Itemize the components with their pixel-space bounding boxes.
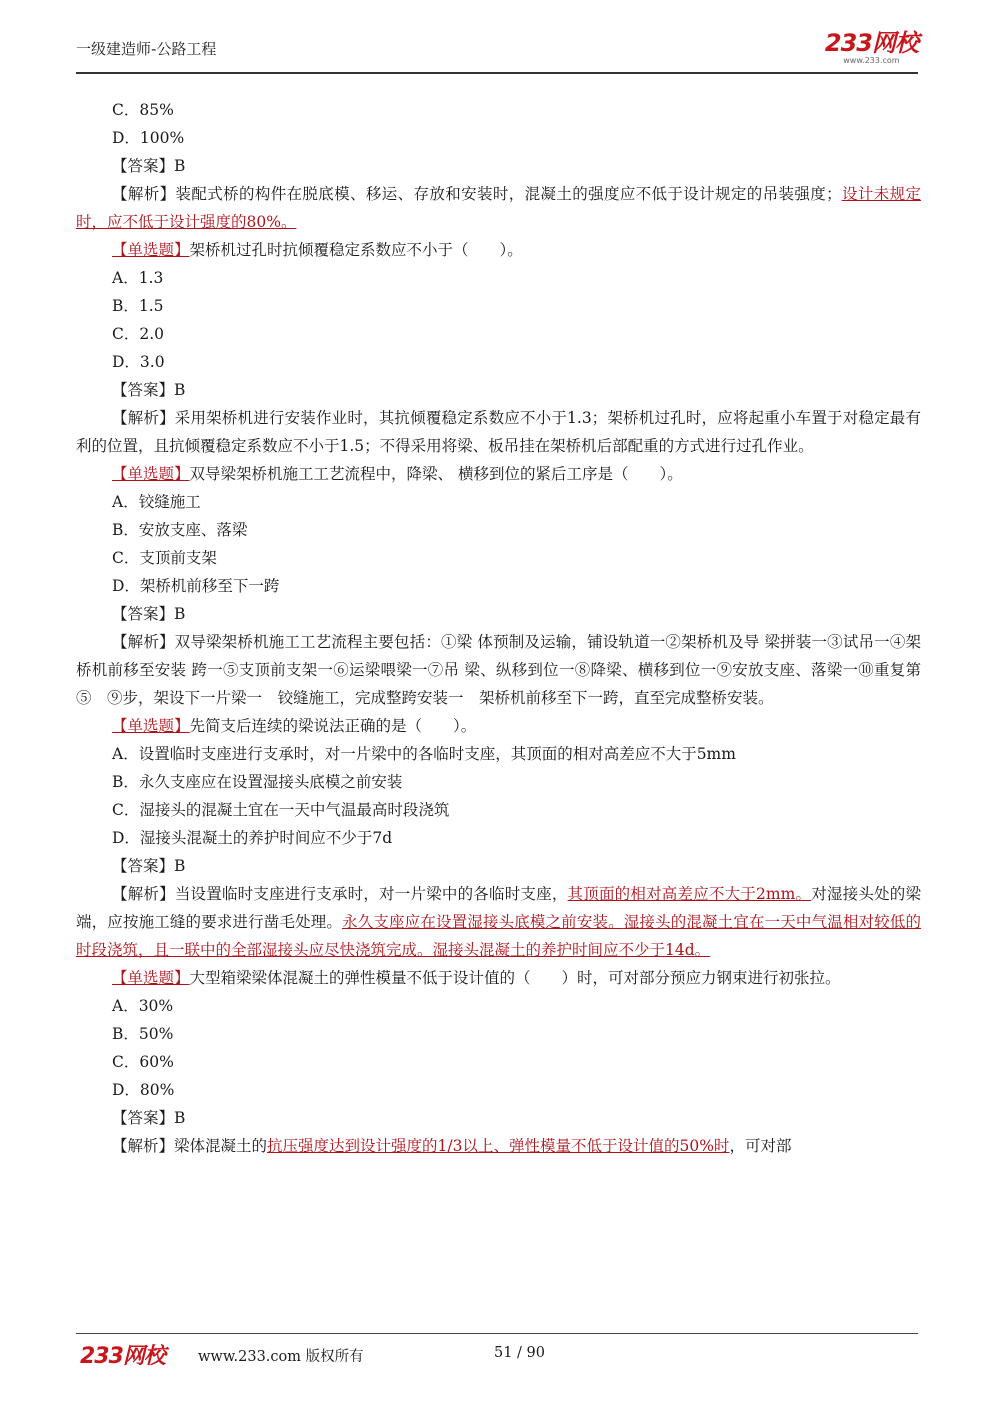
question-type-tag: 【单选题】 (112, 717, 190, 735)
analysis-highlight: 抗压强度达到设计强度的1/3以上、弹性模量不低于设计值的50%时 (267, 1137, 730, 1155)
header-divider (76, 72, 918, 74)
option-a: A．铰缝施工 (112, 493, 201, 511)
option-c: C．60% (112, 1053, 174, 1071)
option-b: B．安放支座、落梁 (112, 521, 248, 539)
option-a: A．30% (112, 997, 174, 1015)
option-b: B．50% (112, 1025, 174, 1043)
option-a: A．设置临时支座进行支承时，对一片梁中的各临时支座，其顶面的相对高差应不大于5mm (112, 745, 736, 763)
analysis-highlight: 设计未规定时，应不低于设计强度的80%。 (76, 185, 921, 231)
question-type-tag: 【单选题】 (112, 969, 190, 987)
option-b: B．1.5 (112, 297, 164, 315)
option-b: B．永久支座应在设置湿接头底模之前安装 (112, 773, 403, 791)
logo-url: www.233.com (843, 56, 900, 65)
question-text: 先简支后连续的梁说法正确的是（ ）。 (189, 717, 477, 735)
question-stem (76, 712, 921, 740)
analysis (76, 404, 921, 460)
option-d: D．架桥机前移至下一跨 (112, 577, 280, 595)
analysis-text: 梁体混凝土的 (174, 1137, 268, 1155)
analysis-text: 双导梁架桥机施工工艺流程主要包括：①梁 体预制及运输，铺设轨道一②架桥机及导 梁拼装一③试吊一④架桥机前移至安装 跨一⑤支顶前支架一⑥运梁喂梁一⑦吊 梁、纵移到位一⑧降梁、横移到位一⑨安放支座、落梁一⑩重复第⑤ ⑨步，架设下一片梁一 铰缝施工，完成整跨安装一 架桥机前移至下一跨，直至完成整桥安装。 (76, 633, 921, 707)
analysis-text: 装配式桥的构件在脱底模、移运、存放和安装时，混凝土的强度应不低于设计规定的吊装强度； (175, 185, 842, 203)
analysis-tag: 【解析】 (112, 885, 175, 903)
answer: 【答案】B (112, 1109, 186, 1127)
question-type-tag: 【单选题】 (112, 465, 190, 483)
page-header (76, 30, 918, 74)
answer: 【答案】B (112, 157, 186, 175)
analysis-text: ，可对部 (729, 1137, 792, 1155)
answer: 【答案】B (112, 381, 186, 399)
question-text: 架桥机过孔时抗倾覆稳定系数应不小于（ ）。 (189, 241, 523, 259)
answer: 【答案】B (112, 605, 186, 623)
question-stem (76, 236, 921, 264)
option-c: C．85% (112, 101, 174, 119)
analysis (76, 180, 921, 236)
analysis-tag: 【解析】 (112, 633, 175, 651)
page-number: 51 / 90 (494, 1345, 546, 1361)
footer-copyright: www.233.com 版权所有 (198, 1349, 364, 1365)
analysis-highlight: 湿接头混凝土的养护时间应不少于14d。 (432, 941, 711, 959)
question-text: 双导梁架桥机施工工艺流程中，降梁、 横移到位的紧后工序是（ ）。 (189, 465, 683, 483)
page-footer (76, 1337, 918, 1367)
question-type-tag: 【单选题】 (112, 241, 190, 259)
option-d: D．80% (112, 1081, 175, 1099)
analysis-text: 对湿接头处的梁端，应按施工缝的要求进行凿毛处理。 (76, 885, 921, 931)
analysis (76, 1132, 921, 1160)
footer-logo[interactable]: 233网校 (80, 1344, 165, 1369)
option-c: C．支顶前支架 (112, 549, 217, 567)
analysis-highlight: 湿接头的混凝土宜在一天中气温相对较低的时段浇筑，且一联中的全部湿接头应尽快浇筑完成。 (76, 913, 921, 959)
footer-divider (76, 1333, 918, 1334)
analysis-tag: 【解析】 (112, 409, 175, 427)
option-d: D．湿接头混凝土的养护时间应不少于7d (112, 829, 393, 847)
question-stem (76, 460, 921, 488)
analysis-text: 采用架桥机进行安装作业时，其抗倾覆稳定系数应不小于1.3；架桥机过孔时，应将起重小车置于对稳定最有利的位置，且抗倾覆稳定系数应不小于1.5；不得采用将梁、板吊挂在架桥机后部配重的方式进行过孔作业。 (76, 409, 921, 455)
analysis (76, 880, 921, 964)
option-d: D．3.0 (112, 353, 165, 371)
analysis-tag: 【解析】 (112, 185, 176, 203)
option-a: A．1.3 (112, 269, 164, 287)
brand-logo[interactable] (825, 30, 918, 65)
option-c: C．2.0 (112, 325, 165, 343)
logo-text: 233网校 (824, 29, 918, 57)
option-d: D．100% (112, 129, 185, 147)
page-content (76, 96, 921, 1160)
document-title: 一级建造师-公路工程 (76, 40, 217, 58)
option-c: C．湿接头的混凝土宜在一天中气温最高时段浇筑 (112, 801, 450, 819)
analysis (76, 628, 921, 712)
analysis-highlight: 其顶面的相对高差应不大于2mm。 (567, 885, 812, 903)
analysis-highlight: 永久支座应在设置湿接头底模之前安装。 (342, 913, 624, 931)
analysis-text: 当设置临时支座进行支承时，对一片梁中的各临时支座， (174, 885, 568, 903)
question-text: 大型箱梁梁体混凝土的弹性模量不低于设计值的（ ）时，可对部分预应力钢束进行初张拉。 (189, 969, 841, 987)
answer: 【答案】B (112, 857, 186, 875)
analysis-tag: 【解析】 (112, 1137, 175, 1155)
question-stem (76, 964, 921, 992)
